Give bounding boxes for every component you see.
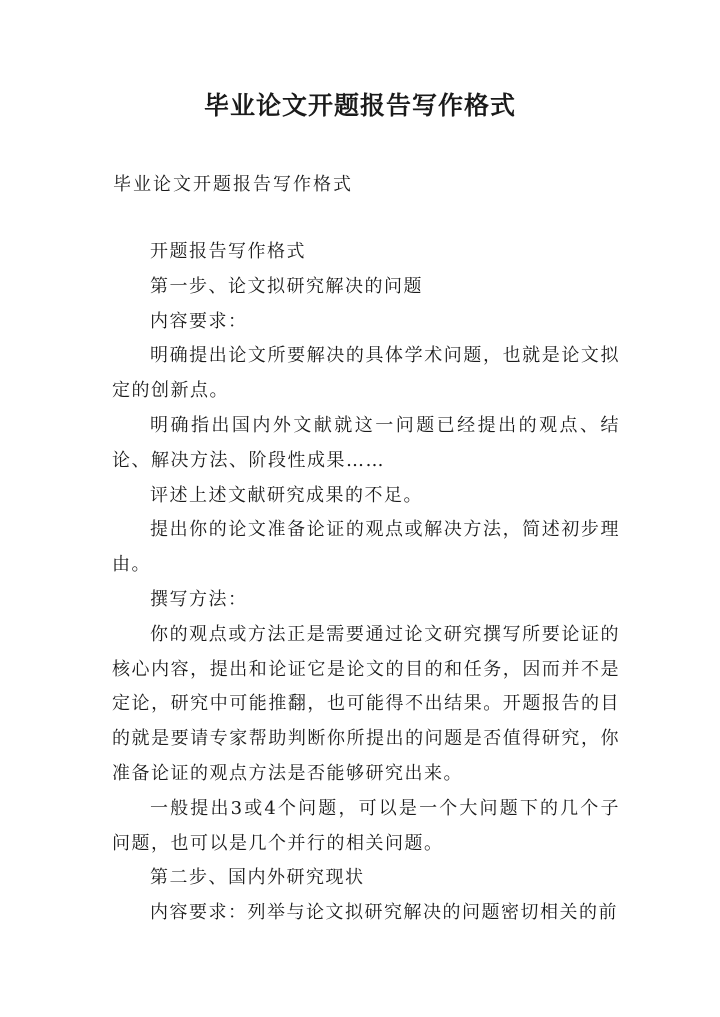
paragraph: 内容要求：	[150, 310, 248, 332]
document-title: 毕业论文开题报告写作格式	[203, 91, 516, 120]
document-body	[112, 235, 620, 931]
paragraph: 撰写方法：	[150, 588, 248, 610]
paragraph: 开题报告写作格式	[150, 241, 306, 262]
paragraph: 你的观点或方法正是需要通过论文研究撰写所要论证的核心内容，提出和论证它是论文的目的和任务，因而并不是定论，研究中可能推翻，也可能得不出结果。开题报告的目的就是要请专家帮助判断你所提出的问题是否值得研究，你准备论证的观点方法是否能够研究出来。	[112, 623, 620, 784]
paragraph: 第二步、国内外研究现状	[150, 867, 365, 889]
paragraph: 明确指出国内外文献就这一问题已经提出的观点、结论、解决方法、阶段性成果……	[112, 414, 620, 471]
paragraph: 明确提出论文所要解决的具体学术问题，也就是论文拟定的创新点。	[112, 345, 620, 402]
paragraph: 一般提出3或4个问题，可以是一个大问题下的几个子问题，也可以是几个并行的相关问题。	[112, 797, 620, 854]
paragraph: 第一步、论文拟研究解决的问题	[150, 275, 423, 297]
paragraph: 评述上述文献研究成果的不足。	[150, 484, 423, 506]
document-subtitle: 毕业论文开题报告写作格式	[113, 174, 353, 195]
paragraph: 内容要求：列举与论文拟研究解决的问题密切相关的前	[150, 902, 618, 924]
paragraph: 提出你的论文准备论证的观点或解决方法，简述初步理由。	[112, 519, 620, 576]
